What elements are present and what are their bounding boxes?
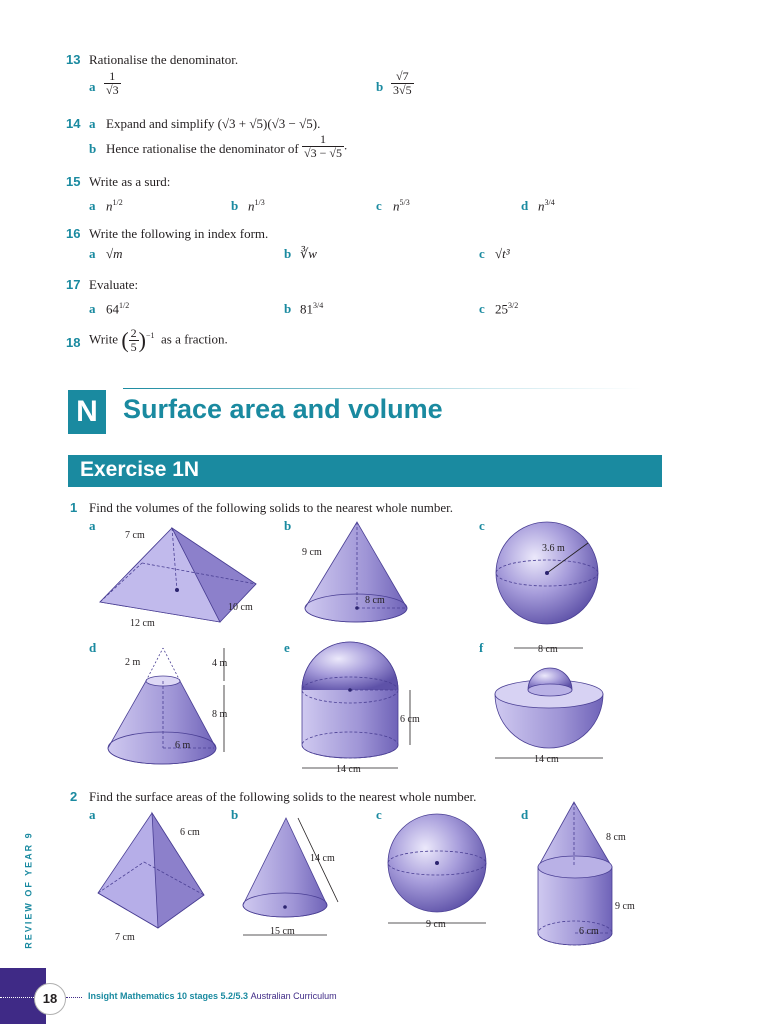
question-13-number: 13 [66, 52, 81, 67]
q15-part-c-expr: $n^{5/3}$ [393, 198, 410, 214]
q15-part-d-label: d [521, 198, 529, 213]
ex2c-dim-diameter: 9 cm [426, 919, 446, 930]
ex2a-pyramid [98, 813, 204, 943]
ex2a-dim-base: 7 cm [115, 932, 135, 943]
ex1b-cone [302, 522, 407, 622]
ex1d-dim-top-height: 4 m [212, 658, 228, 669]
ex1f-dim-large-diameter: 14 cm [534, 754, 559, 765]
question-17-number: 17 [66, 277, 81, 292]
question-18-number: 18 [66, 335, 81, 350]
ex1a-dim-side: 10 cm [228, 602, 253, 613]
ex1c-sphere [496, 522, 598, 624]
question-15-number: 15 [66, 174, 81, 189]
ex1d-dim-base-radius: 6 m [175, 740, 191, 751]
q16-part-c-expr: √t³ [495, 246, 510, 261]
ex1-label-b: b [284, 518, 292, 533]
q16-part-b-expr: ∛w [300, 246, 317, 261]
ex1e-dim-height: 6 cm [400, 714, 420, 725]
footer-book-title: Insight Mathematics 10 stages 5.2/5.3 Australian Curriculum [88, 991, 337, 1001]
section-title: Surface area and volume [123, 394, 443, 424]
ex2b-dim-slant: 14 cm [310, 853, 335, 864]
ex1e-dim-diameter: 14 cm [336, 764, 361, 775]
sidebar-text: REVIEW OF YEAR 9 [23, 831, 34, 949]
question-16-number: 16 [66, 226, 81, 241]
q16-part-a-expr: √m [106, 246, 123, 261]
q16-part-a-label: a [89, 246, 96, 261]
q14-part-b-label: b [89, 141, 97, 156]
exercise-title: Exercise 1N [80, 458, 200, 481]
q16-part-b-label: b [284, 246, 292, 261]
ex2a-dim-slant: 6 cm [180, 827, 200, 838]
q15-part-b-label: b [231, 198, 239, 213]
q14-part-b-text: Hence rationalise the denominator of [106, 141, 299, 156]
ex1a-dim-base: 12 cm [130, 618, 155, 629]
q15-part-d-expr: $n^{3/4}$ [538, 198, 555, 214]
ex1-label-f: f [479, 640, 484, 655]
ex1b-dim-slant: 9 cm [302, 547, 322, 558]
sidebar-chapter-tab [6, 830, 46, 955]
q13-part-b-fraction: $\frac{√7}{3√5}$ [393, 69, 412, 97]
ex1f-dim-small-diameter: 8 cm [538, 644, 558, 655]
ex2d-cone-cylinder [538, 802, 635, 945]
question-16-text: Write the following in index form. [89, 226, 269, 241]
q15-part-c-label: c [376, 198, 382, 213]
q15-part-b-expr: $n^{1/3}$ [248, 198, 265, 214]
ex2b-dim-diameter: 15 cm [270, 926, 295, 937]
exercise-question-2-number: 2 [70, 789, 78, 804]
ex1a-square-pyramid [100, 528, 256, 629]
q16-part-c-label: c [479, 246, 485, 261]
footer-dotted-line-2 [66, 997, 82, 998]
ex2-label-c: c [376, 807, 382, 822]
q17-part-b-expr: $81^{3/4}$ [300, 301, 324, 317]
ex1e-capsule [302, 642, 420, 775]
question-18-text: Write ( $\frac{2}{5}$ )$^{-1}$ as a fraction. [89, 326, 228, 354]
question-13-text: Rationalise the denominator. [89, 52, 239, 67]
ex2-label-d: d [521, 807, 529, 822]
q17-part-a-label: a [89, 301, 96, 316]
ex1d-frustum [108, 648, 228, 764]
question-15-text: Write as a surd: [89, 174, 171, 189]
ex1a-dim-height: 7 cm [125, 530, 145, 541]
ex1-label-e: e [284, 640, 290, 655]
exercise-question-1-text: Find the volumes of the following solids to the nearest whole number. [89, 500, 453, 515]
q17-part-c-expr: $25^{3/2}$ [495, 301, 519, 317]
exercise-question-1-number: 1 [70, 500, 78, 515]
q15-part-a-label: a [89, 198, 96, 213]
q17-part-b-label: b [284, 301, 292, 316]
ex1f-bowl [495, 644, 603, 765]
q13-part-b-label: b [376, 79, 384, 94]
ex1d-dim-top-radius: 2 m [125, 657, 141, 668]
ex2d-dim-radius: 6 cm [579, 926, 599, 937]
ex1-label-a: a [89, 518, 96, 533]
ex1-label-d: d [89, 640, 97, 655]
ex2-label-a: a [89, 807, 96, 822]
ex2b-cone [243, 818, 338, 937]
ex2-label-b: b [231, 807, 239, 822]
ex1-label-c: c [479, 518, 485, 533]
footer-dotted-line [0, 997, 34, 998]
section-letter-badge: N [68, 390, 106, 434]
exercise-question-2-text: Find the surface areas of the following solids to the nearest whole number. [89, 789, 477, 804]
page-number: 18 [34, 983, 66, 1015]
q17-part-c-label: c [479, 301, 485, 316]
q13-part-a-label: a [89, 79, 96, 94]
q14-part-b-fraction: $\frac{1}{√3 - √5}$ . [304, 132, 348, 160]
question-17-text: Evaluate: [89, 277, 139, 292]
ex1b-dim-radius: 8 cm [365, 595, 385, 606]
question-14-number: 14 [66, 116, 81, 131]
ex1c-dim-radius: 3.6 m [542, 543, 565, 554]
q17-part-a-expr: $64^{1/2}$ [106, 301, 130, 317]
q14-part-a-label: a [89, 116, 96, 131]
ex2c-sphere [388, 814, 486, 930]
q15-part-a-expr: $n^{1/2}$ [106, 198, 123, 214]
ex2d-dim-height: 9 cm [615, 901, 635, 912]
q14-part-a-text: Expand and simplify (√3 + √5)(√3 − √5). [106, 116, 321, 131]
q13-part-a-fraction: $\frac{1}{√3}$ [106, 69, 119, 97]
ex1d-dim-frustum-height: 8 m [212, 709, 228, 720]
ex2d-dim-slant: 8 cm [606, 832, 626, 843]
